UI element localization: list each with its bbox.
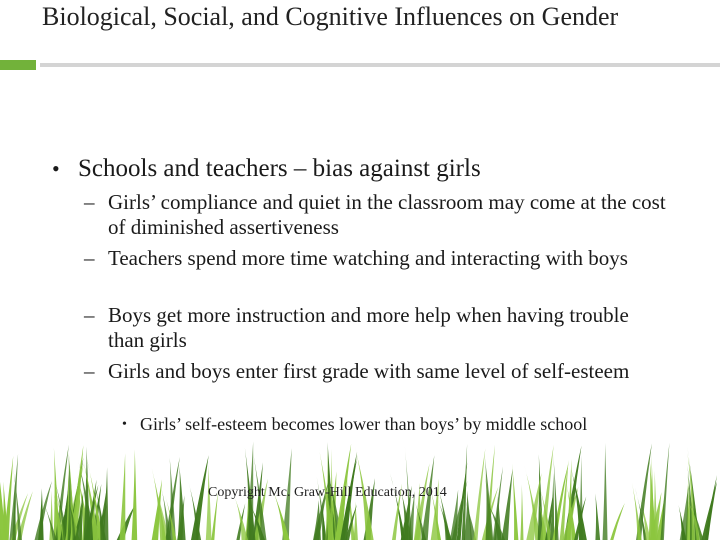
sub-item-text: Boys get more instruction and more help when having trouble than girls xyxy=(108,303,629,352)
sub-item-text: Teachers spend more time watching and interacting with boys xyxy=(108,246,628,270)
sub-item xyxy=(84,359,668,384)
sub-sub-item xyxy=(122,414,660,435)
dash-marker: – xyxy=(84,359,95,383)
sub-item xyxy=(84,190,668,240)
sub-item xyxy=(84,303,668,353)
sub-item-text: Girls’ compliance and quiet in the classroom may come at the cost of diminished assertiveness xyxy=(108,190,666,239)
dash-marker: – xyxy=(84,303,95,327)
title-divider-line xyxy=(40,63,720,67)
dash-marker: – xyxy=(84,246,95,270)
sub-item xyxy=(84,246,668,271)
title-divider-accent xyxy=(0,60,36,70)
dash-marker: – xyxy=(84,190,95,214)
title-divider xyxy=(0,60,720,70)
slide-title: Biological, Social, and Cognitive Influences on Gender xyxy=(42,2,619,31)
sub-item-text: Girls and boys enter first grade with same level of self-esteem xyxy=(108,359,630,383)
sub-sub-item-text: Girls’ self-esteem becomes lower than boys’ by middle school xyxy=(140,414,588,434)
bullet-marker: • xyxy=(52,156,60,181)
bullet-marker: • xyxy=(122,417,127,432)
bullet-text: Schools and teachers – bias against girls xyxy=(78,155,481,182)
bullet-item xyxy=(52,154,678,184)
copyright-footer: Copyright Mc. Graw-Hill Education, 2014 xyxy=(208,485,447,500)
